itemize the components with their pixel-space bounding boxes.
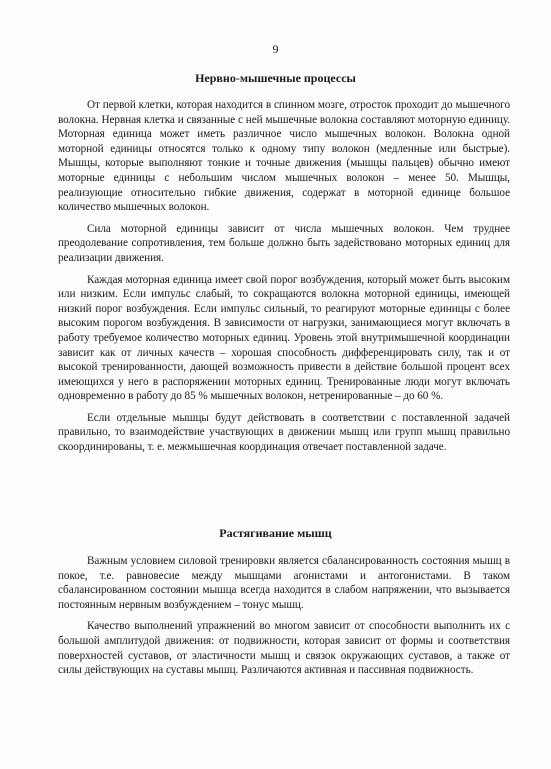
section-title-neuromuscular: Нервно-мышечные процессы bbox=[195, 71, 356, 85]
page-number: 9 bbox=[272, 42, 279, 56]
paragraph: Если отдельные мышцы будут действовать в соответствии с поставленной задачей правильно, то взаимодействие участвующих в движении мышц или групп мышц правильно скоординированы, т. е. межмышечная координация отвечает поставленной задаче. bbox=[58, 411, 510, 454]
section-body-neuromuscular bbox=[58, 98, 510, 462]
paragraph: Качество выполнений упражнений во многом зависит от способности выполнить их с большой амплитудой движения: от подвижности, которая зависит от формы и соответствия поверхностей суставов, от эластичности мышц и связок окружающих суставов, а также от силы действующих на суставы мышц. Различаются активная и пассивная подвижность. bbox=[58, 620, 510, 677]
paragraph: Сила моторной единицы зависит от числа мышечных волокон. Чем труднее преодолевание сопротивления, тем больше должно быть задействовано моторных единиц для реализации движения. bbox=[58, 222, 510, 264]
paragraph: Каждая моторная единица имеет свой порог возбуждения, который может быть высоким или низким. Если импульс слабый, то сокращаются волокна моторной единицы, имеющей низкий порог возбуждения. Если импульс сильный, то реагируют моторные единицы с более высоким порогом возбуждения. В зависимости от нагрузки, занимающиеся могут включать в работу требуемое количество моторных единиц. Уровень этой внутримышечной координации зависит как от личных качеств – хорошая способность дифференцировать силу, так и от высокой тренированности, дающей возможность привести в действие большой процент всех имеющихся у него в распоряжении моторных единиц. Тренированные люди могут включать одновременно в работу до 85 % мышечных волокон, нетренированные – до 60 %. bbox=[58, 273, 510, 403]
section-title-stretching: Растягивание мышц bbox=[219, 526, 332, 540]
paragraph: Важным условием силовой тренировки является сбалансированность состояния мышц в покое, т.е. равновесие между мышцами агонистами и антогонистами. В таком сбалансированном состоянии мышца всегда находится в слабом напряжении, что вызывается постоянным нервным возбуждением – тонус мышц. bbox=[58, 555, 510, 611]
paragraph: От первой клетки, которая находится в спинном мозге, отросток проходит до мышечного волокна. Нервная клетка и связанные с ней мышечные волокна составляют моторную единицу. Моторная единица может иметь различное число мышечных волокон. Волокна одной моторной единицы относятся только к одному типу волокон (медленные или быстрые). Мышцы, которые выполняют тонкие и точные движения (мышцы пальцев) обычно имеют моторные единицы с небольшим числом мышечных волокон – менее 50. Мышцы, реализующие относительно гибкие движения, содержат в моторной единице большое количество мышечных волокон. bbox=[58, 99, 510, 214]
section-body-stretching bbox=[58, 554, 510, 685]
